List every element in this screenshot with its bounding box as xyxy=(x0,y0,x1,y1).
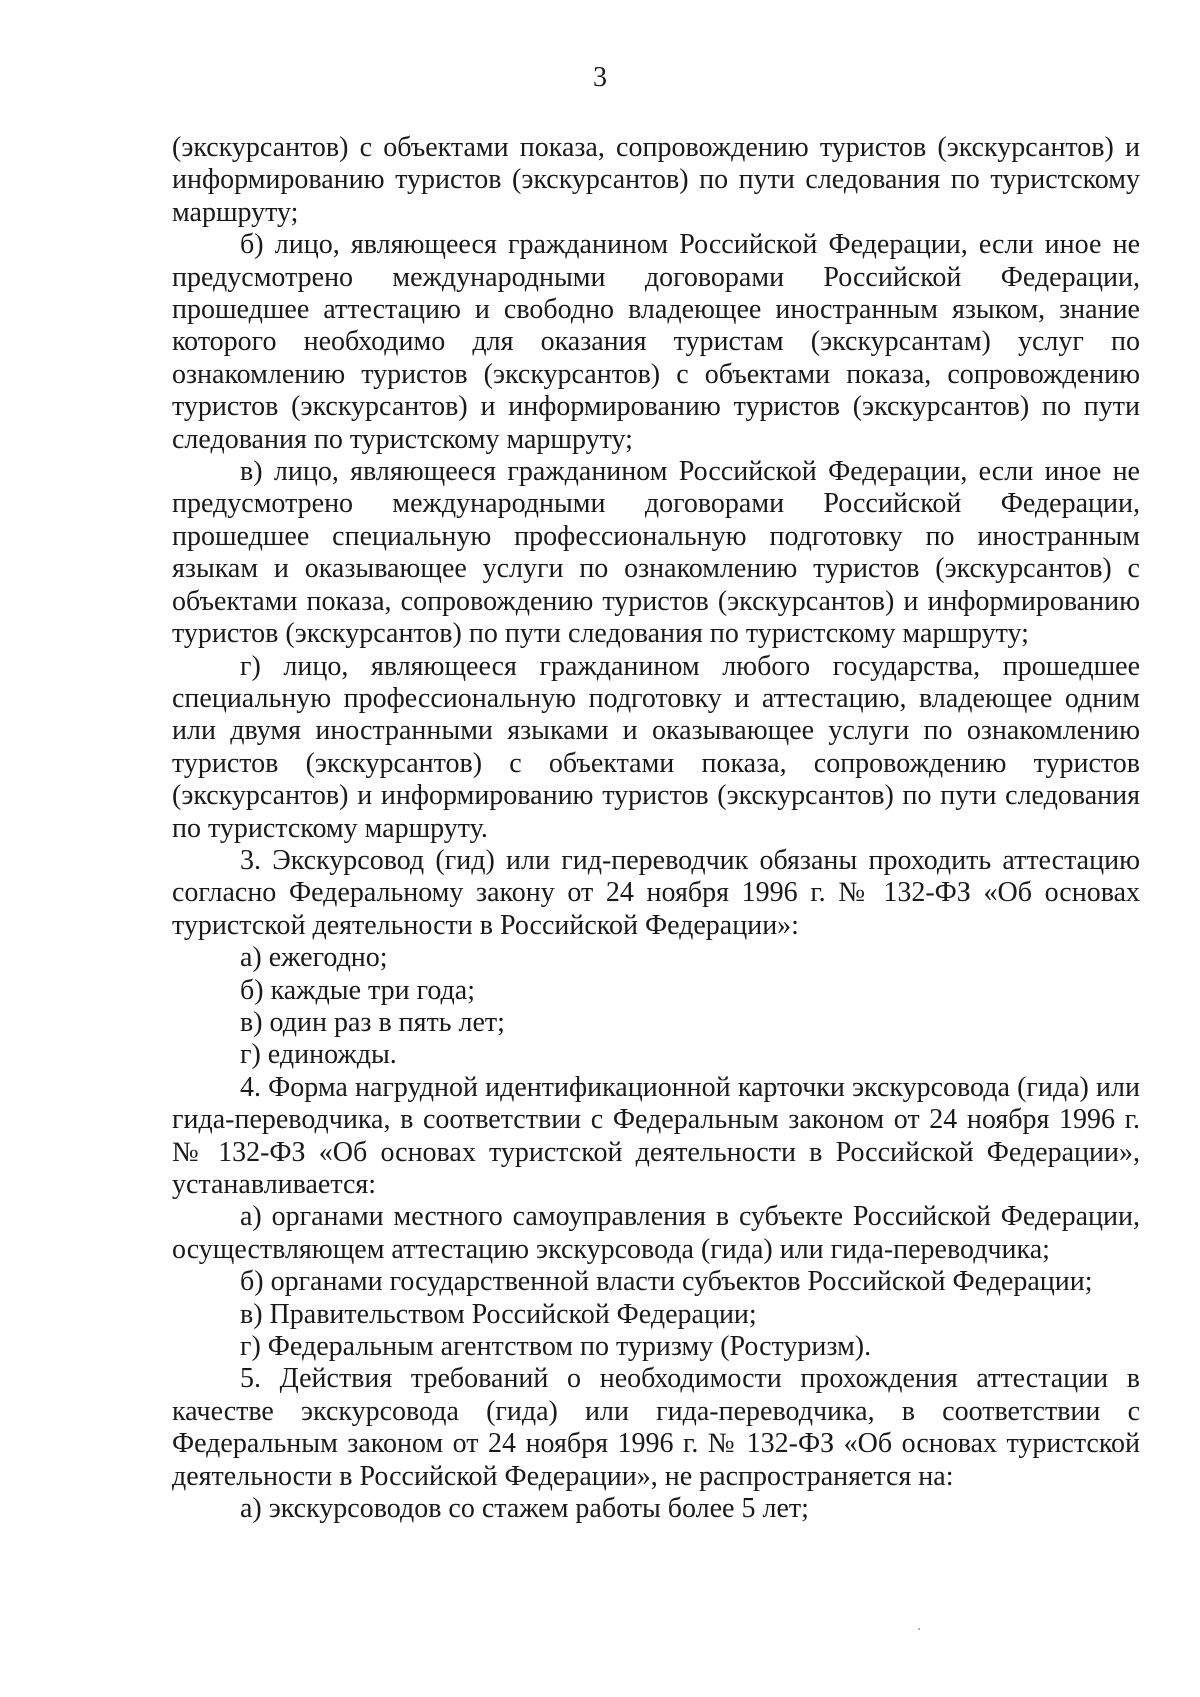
q4-option-g: г) Федеральным агентством по туризму (Ростуризм). xyxy=(240,1331,872,1363)
q3-option-a: а) ежегодно; xyxy=(240,942,388,974)
answer-option-b: б) лицо, являющееся гражданином Российской Федерации, если иное не предусмотрено международными договорами Российской Федерации, прошедшее аттестацию и свободно владеющее иностранным языком, знание которого необходимо для оказания туристам (экскурсантам) услуг по ознакомлению туристов (экскурсантов) с объектами показа, сопровождению туристов (экскурсантов) и информированию туристов (экскурсантов) по пути следования по туристскому маршруту; xyxy=(172,229,1140,455)
q4-option-a: а) органами местного самоуправления в субъекте Российской Федерации, осуществляющем аттестацию экскурсовода (гида) или гида-переводчика; xyxy=(172,1201,1140,1265)
q3-option-v: в) один раз в пять лет; xyxy=(240,1006,505,1038)
q3-option-g: г) единожды. xyxy=(240,1039,397,1071)
q4-option-b: б) органами государственной власти субъектов Российской Федерации; xyxy=(240,1266,1093,1298)
page-number: 3 xyxy=(593,62,607,93)
document-body xyxy=(172,132,1140,1525)
question-5: 5. Действия требований о необходимости прохождения аттестации в качестве экскурсовода (гида) или гида-переводчика, в соответствии с Федеральным законом от 24 ноября 1996 г. № 132-ФЗ «Об основах туристской деятельности в Российской Федерации», не распространяется на: xyxy=(172,1363,1140,1492)
paragraph-continuation: (экскурсантов) с объектами показа, сопровождению туристов (экскурсантов) и информированию туристов (экскурсантов) по пути следования по туристскому маршруту; xyxy=(172,132,1140,228)
question-3: 3. Экскурсовод (гид) или гид-переводчик обязаны проходить аттестацию согласно Федеральному закону от 24 ноября 1996 г. № 132-ФЗ «Об основах туристской деятельности в Российской Федерации»: xyxy=(172,844,1140,941)
q4-option-v: в) Правительством Российской Федерации; xyxy=(240,1298,757,1330)
answer-option-v: в) лицо, являющееся гражданином Российской Федерации, если иное не предусмотрено международными договорами Российской Федерации, прошедшее специальную профессиональную подготовку по иностранным языкам и оказывающее услуги по ознакомлению туристов (экскурсантов) с объектами показа, сопровождению туристов (экскурсантов) и информированию туристов (экскурсантов) по пути следования по туристскому маршруту; xyxy=(172,456,1140,650)
q5-option-a: а) экскурсоводов со стажем работы более 5 лет; xyxy=(240,1493,809,1525)
answer-option-g: г) лицо, являющееся гражданином любого государства, прошедшее специальную профессиональную подготовку и аттестацию, владеющее одним или двумя иностранными языками и оказывающее услуги по ознакомлению туристов (экскурсантов) с объектами показа, сопровождению туристов (экскурсантов) и информированию туристов (экскурсантов) по пути следования по туристскому маршруту. xyxy=(172,650,1140,844)
question-4: 4. Форма нагрудной идентификационной карточки экскурсовода (гида) или гида-переводчика, в соответствии с Федеральным законом от 24 ноября 1996 г. № 132-ФЗ «Об основах туристской деятельности в Российской Федерации», устанавливается: xyxy=(172,1071,1140,1200)
q3-option-b: б) каждые три года; xyxy=(240,974,476,1006)
scan-artifact-dot xyxy=(918,1628,920,1630)
